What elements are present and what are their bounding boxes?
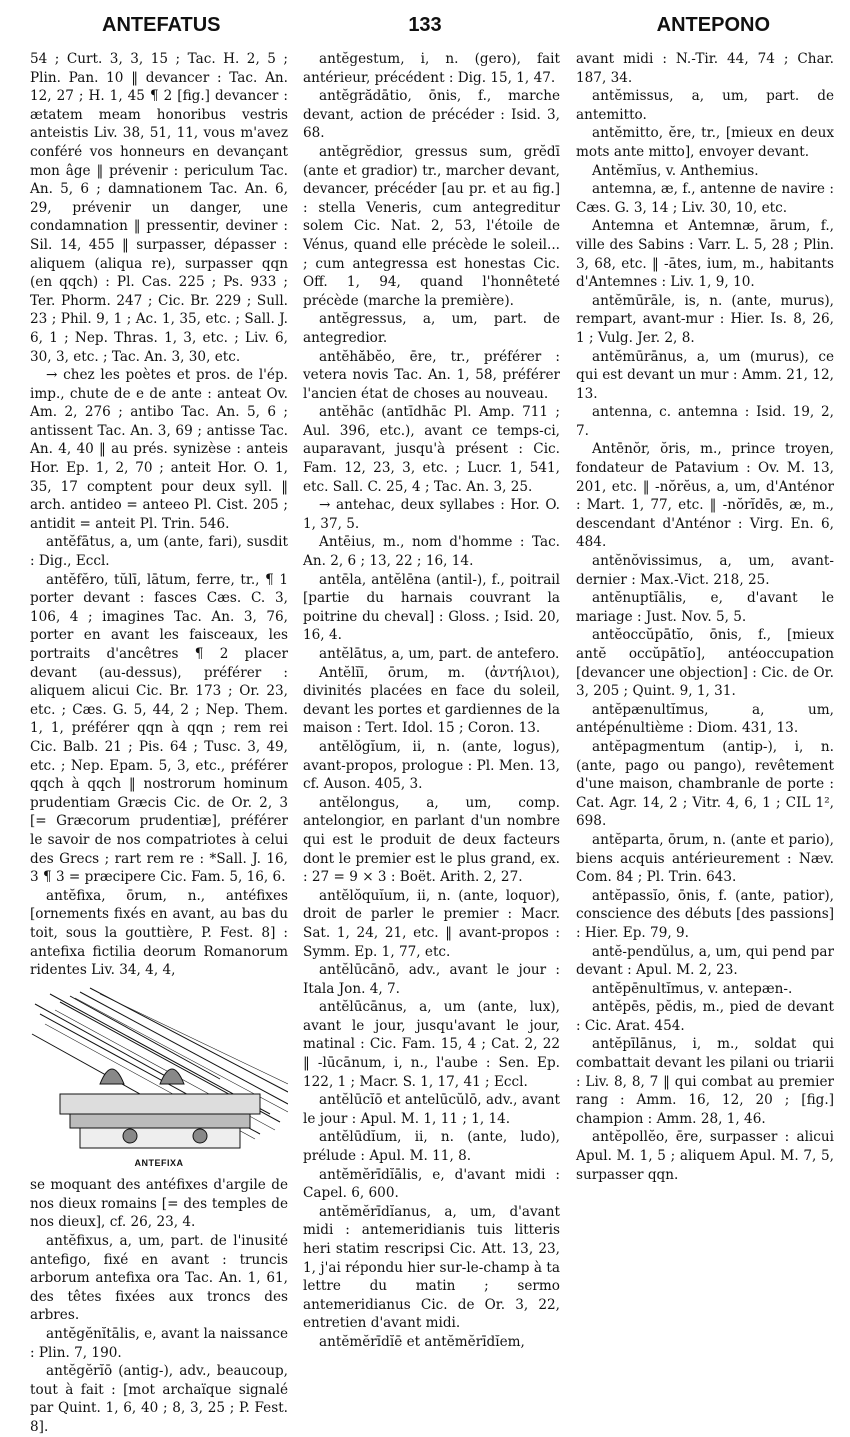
entry: antĕgrădātio, ōnis, f., marche devant, action de précéder : Isid. 3, 68. — [303, 88, 560, 142]
entry: antĕfātus, a, um (ante, fari), susdit : Dig., Eccl. — [30, 534, 288, 570]
entry: antĕgestum, i, n. (gero), fait antérieur, précédent : Dig. 15, 1, 47. — [303, 51, 560, 86]
entry: antĕlūcānus, a, um (ante, lux), avant le jour, jusqu'avant le jour, matinal : Cic. Fam. 15, 4 ; Cat. 2, 22 ‖ -lūcānum, i, n., l'aube : Sen. Ep. 122, 1 ; Macr. S. 1, 17, 41 ; Eccl. — [303, 999, 560, 1090]
entry: antĕlūcĭō et antelūcŭlō, adv., avant le jour : Apul. M. 1, 11 ; 1, 14. — [303, 1092, 560, 1127]
entry: antĕpēs, pĕdis, m., pied de devant : Cic. Arat. 454. — [576, 999, 834, 1034]
entry: antĕlongus, a, um, comp. antelongior, en parlant d'un nombre qui est le produit de deux facteurs dont le premier est le plus grand, ex. : 27 = 9 × 3 : Boët. Arith. 2, 27. — [303, 794, 560, 886]
page-number: 133 — [408, 14, 442, 36]
entry: antēla, antĕlēna (antil-), f., poitrail [partie du harnais couvrant la poitrine du cheval] : Gloss. ; Isid. 20, 16, 4. — [303, 571, 560, 644]
entry: antĕfixus, a, um, part. de l'inusité antefigo, fixé en avant : truncis arborum antefixa ora Tac. An. 1, 61, des têtes fixées aux troncs des arbres. — [30, 1233, 288, 1324]
entry: → antehac, deux syllabes : Hor. O. 1, 37, 5. — [303, 497, 560, 532]
entry: antĕpollĕo, ēre, surpasser : alicui Apul. M. 1, 5 ; aliquem Apul. M. 7, 5, surpasser qqn. — [576, 1129, 834, 1183]
entry: Antĕmĭus, v. Anthemius. — [592, 162, 759, 179]
entry: antĕmĕrīdĭanus, a, um, d'avant midi : antemeridianis tuis litteris heri statim rescripsi Cic. Att. 13, 23, 1, j'ai répondu hier sur-le-champ à ta lettre du matin ; sermo antemeridianus Cic. de Or. 3, 22, entretien d'avant midi. — [303, 1203, 560, 1332]
entry: Antēius, m., nom d'homme : Tac. An. 2, 6 ; 13, 22 ; 16, 14. — [303, 534, 560, 570]
column-1 — [30, 50, 288, 1437]
entry: antĕfixa, ōrum, n., antéfixes [ornements fixés en avant, au bas du toit, sous la gouttière, P. Fest. 8] : antefixa fictilia deorum Romanorum ridentes Liv. 34, 4, 4, — [30, 887, 288, 979]
entry: 54 ; Curt. 3, 3, 15 ; Tac. H. 2, 5 ; Plin. Pan. 10 ‖ devancer : Tac. An. 12, 27 ; H. 1, 45 ¶ 2 [fig.] devancer : ætatem meam honoribus vestris anteistis Liv. 38, 51, 11, vous m'avez conféré vos honneurs en devançant mon âge ‖ prévenir : periculum Tac. An. 5, 6 ; damnationem Tac. An. 6, 29, prévenir un danger, une condamnation ‖ pressentir, deviner : Sil. 14, 455 ‖ surpasser, dépasser : aliquem (aliqua re), surpasser qqn (en qqch) : Pl. Cas. 225 ; Ps. 933 ; Ter. Phorm. 247 ; Cic. Br. 229 ; Sull. 23 ; Phil. 9, 1 ; Ac. 1, 35, etc. ; Sall. J. 6, 1 ; Nep. Thras. 1, 3, etc. ; Liv. 6, 30, 3, etc. ; Tac. An. 3, 30, etc. — [30, 51, 288, 365]
entry: antĕlātus, a, um, part. de antefero. — [319, 646, 560, 662]
entry: antĕmissus, a, um, part. de antemitto. — [576, 88, 834, 123]
entry: antĕmitto, ĕre, tr., [mieux en deux mots ante mitto], envoyer devant. — [576, 125, 834, 160]
entry: antĕnŏvissimus, a, um, avant-dernier : Max.-Vict. 218, 25. — [576, 553, 834, 588]
entry: Antemna et Antemnæ, ārum, f., ville des Sabins : Varr. L. 5, 28 ; Plin. 3, 68, etc. ‖ -ātes, ium, m., habitants d'Antemnes : Liv. 1, 9, 10. — [576, 218, 834, 291]
antefix-roof-image — [30, 984, 288, 1152]
entry: antĕpagmentum (antip-), i, n. (ante, pago ou pango), revêtement d'une maison, chambranle de porte : Cat. Agr. 14, 2 ; Vitr. 4, 6, 1 ; CIL 1², 698. — [576, 738, 834, 830]
header-left-guide-word: ANTEFATUS — [102, 14, 221, 36]
entry: antĕhāc (antīdhāc Pl. Amp. 711 ; Aul. 396, etc.), avant ce temps-ci, auparavant, jusqu'à présent : Cic. Fam. 12, 23, 3, etc. ; Lucr. 1, 541, etc. Sall. C. 25, 4 ; Tac. An. 3, 25. — [303, 404, 560, 495]
entry: antĕparta, ōrum, n. (ante et pario), biens acquis antérieurement : Næv. Com. 84 ; Pl. Trin. 643. — [576, 831, 834, 886]
entry: Antĕlĭī, ōrum, m. (ἀντήλιοι), divinités placées en face du soleil, devant les portes et gardiennes de la maison : Tert. Idol. 15 ; Coron. 13. — [303, 664, 560, 737]
entry: antĕmĕrīdĭālis, e, d'avant midi : Capel. 6, 600. — [303, 1166, 560, 1202]
entry: antĕpassĭo, ōnis, f. (ante, patior), conscience des débuts [des passions] : Hier. Ep. 79, 9. — [576, 887, 834, 941]
entry: antĕmūrāle, is, n. (ante, murus), rempart, avant-mur : Hier. Is. 8, 26, 1 ; Vulg. Jer. 2, 8. — [576, 292, 834, 346]
running-header — [20, 14, 830, 38]
antefix-illustration — [30, 984, 288, 1152]
entry: antĕmūrānus, a, um (murus), ce qui est devant un mur : Amm. 21, 12, 13. — [576, 348, 834, 402]
entry: antĕlŏquĭum, ii, n. (ante, loquor), droit de parler le premier : Macr. Sat. 1, 24, 21, etc. ‖ avant-propos : Symm. Ep. 1, 77, etc. — [303, 887, 560, 960]
column-3 — [576, 50, 834, 1184]
entry: se moquant des antéfixes d'argile de nos dieux romains [= des temples de nos dieux], cf. 26, 23, 4. — [30, 1177, 288, 1231]
entry: antĕlūdĭum, ii, n. (ante, ludo), prélude : Apul. M. 11, 8. — [303, 1129, 560, 1165]
entry: antĕlūcānō, adv., avant le jour : Itala Jon. 4, 7. — [303, 962, 560, 997]
entry: antĕpēnultĭmus, v. antepæn-. — [592, 980, 793, 997]
entry: antĕpīlānus, i, m., soldat qui combattait devant les pilani ou triarii : Liv. 8, 8, 7 ‖ qui combat au premier rang : Amm. 16, 12, 20 ; [fig.] champion : Amm. 28, 1, 46. — [576, 1036, 834, 1127]
entry: antĕgrĕdior, gressus sum, grĕdī (ante et gradior) tr., marcher devant, devancer, précéder [au pr. et au fig.] : stella Veneris, cum antegreditur solem Cic. Nat. 2, 53, l'étoile de Vénus, quand elle précède le soleil... ; cum antegressa est honestas Cic. Off. 1, 94, quand l'honnêteté précède (marche la première). — [303, 143, 560, 309]
figure-caption: ANTEFIXA — [134, 1157, 184, 1168]
entry: antĕgĕrĭō (antig-), adv., beaucoup, tout à fait : [mot archaïque signalé par Quint. 1, 6, 40 ; 8, 3, 25 ; P. Fest. 8]. — [30, 1363, 288, 1435]
entry: antĕnuptĭālis, e, d'avant le mariage : Just. Nov. 5, 5. — [576, 590, 834, 625]
entry: antemna, æ, f., antenne de navire : Cæs. G. 3, 14 ; Liv. 30, 10, etc. — [576, 181, 834, 216]
entry: Antēnŏr, ŏris, m., prince troyen, fondateur de Patavium : Ov. M. 13, 201, etc. ‖ -nŏrĕus, a, um, d'Anténor : Mart. 1, 77, etc. ‖ -nŏrĭdēs, æ, m., descendant d'Anténor : Virg. En. 6, 484. — [576, 441, 834, 551]
entry: → chez les poètes et pros. de l'ép. imp., chute de e de ante : anteat Ov. Am. 2, 276 ; antibo Tac. An. 5, 6 ; antissent Tac. An. 3, 69 ; antisse Tac. An. 4, 40 ‖ au prés. synizèse : anteis Hor. Ep. 1, 2, 70 ; anteit Hor. O. 1, 35, 17 comptent pour deux syll. ‖ arch. antideo = anteeo Pl. Cist. 205 ; antidit = anteit Pl. Trin. 546. — [30, 367, 288, 532]
entry: antĕfĕro, tŭlī, lātum, ferre, tr., ¶ 1 porter devant : fasces Cæs. C. 3, 106, 4 ; imagines Tac. An. 3, 76, porter en avant les faisceaux, les portraits d'ancêtres ¶ 2 placer devant (au-dessus), préférer : aliquem alicui Cic. Br. 173 ; Or. 23, etc. ; Cæs. G. 5, 44, 2 ; Nep. Them. 1, 1, préférer qqn à qqn ; rem rei Cic. Balb. 21 ; Pis. 64 ; Tusc. 3, 49, etc. ; Nep. Epam. 5, 3, etc., préférer qqch à qqch ‖ nostrorum hominum prudentiam Græcis Cic. de Or. 2, 3 [= Græcorum prudentiæ], préférer le savoir de nos compatriotes à celui des Grecs ; rart rem re : *Sall. J. 16, 3 ¶ 3 = præcipere Cic. Fam. 5, 16, 6. — [30, 571, 288, 886]
entry: antĕhăbĕo, ēre, tr., préférer : vetera novis Tac. An. 1, 58, préférer l'ancien état de choses au nouveau. — [303, 348, 560, 402]
header-right-guide-word: ANTEPONO — [656, 14, 770, 36]
entry: antenna, c. antemna : Isid. 19, 2, 7. — [576, 404, 834, 439]
entry: antĕmĕrīdĭē et antĕmĕrīdĭem, — [319, 1333, 525, 1350]
entry: antĕgressus, a, um, part. de antegredior. — [303, 311, 560, 346]
column-2 — [303, 50, 560, 1352]
entry: antĕoccŭpātĭo, ōnis, f., [mieux antĕ occŭpātĭo], antéoccupation [devancer une objection] : Cic. de Or. 3, 205 ; Quint. 9, 1, 31. — [576, 627, 834, 700]
entry: avant midi : N.-Tir. 44, 74 ; Char. 187, 34. — [576, 51, 834, 86]
entry: antĕlŏgĭum, ii, n. (ante, logus), avant-propos, prologue : Pl. Men. 13, cf. Auson. 405, 3. — [303, 738, 560, 793]
entry: antĕgĕnĭtālis, e, avant la naissance : Plin. 7, 190. — [30, 1326, 288, 1361]
entry: antĕpænultĭmus, a, um, antépénultième : Diom. 431, 13. — [576, 701, 834, 737]
entry: antĕ-pendŭlus, a, um, qui pend par devant : Apul. M. 2, 23. — [576, 943, 834, 979]
